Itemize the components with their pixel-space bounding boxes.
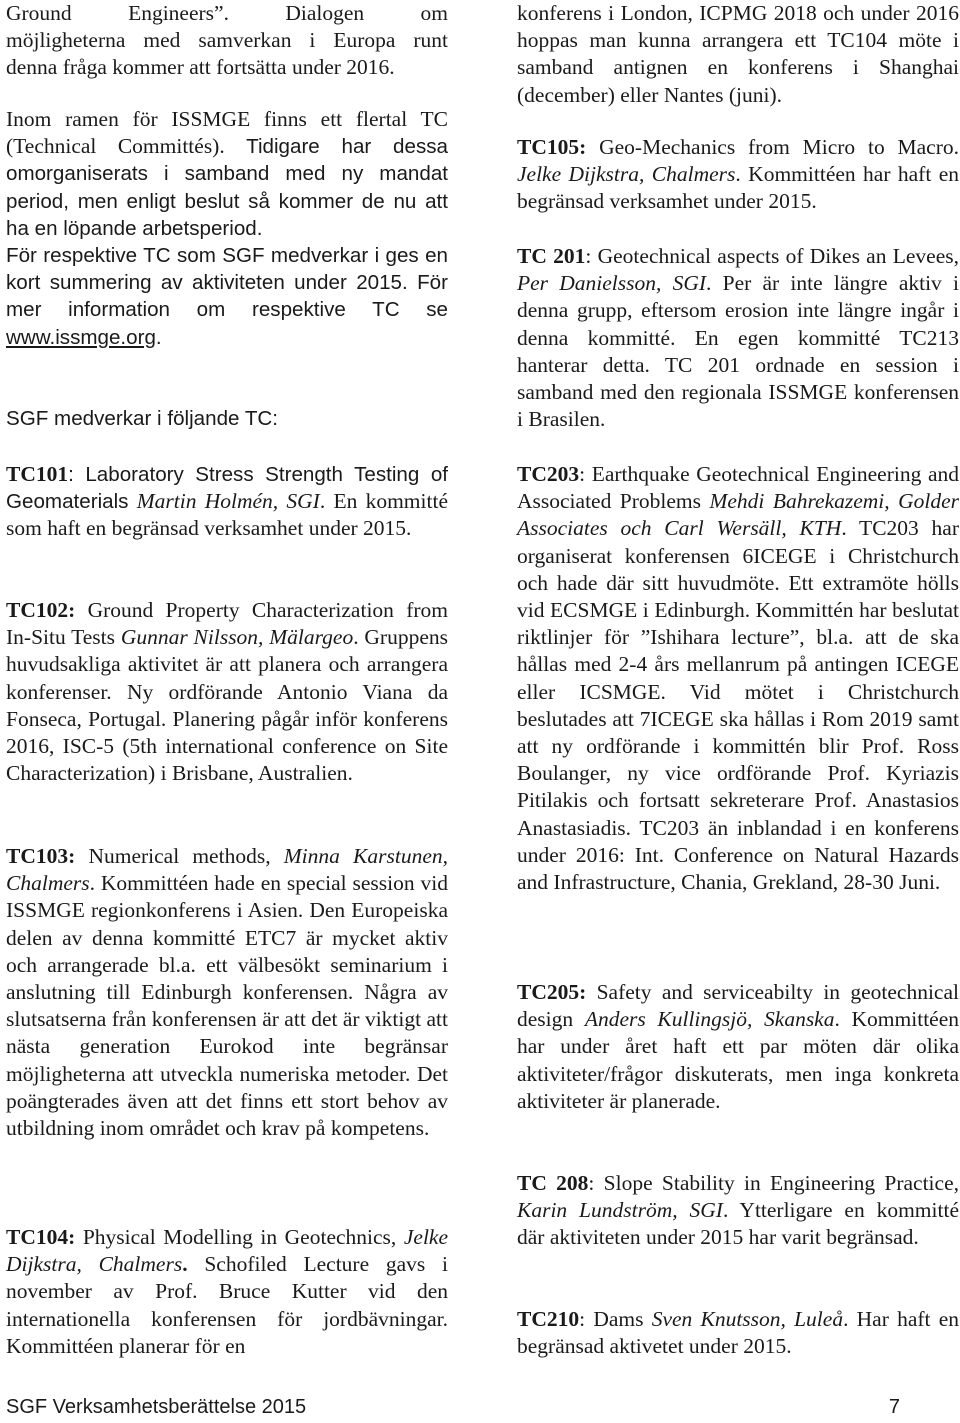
summary-paragraph (6, 242, 448, 351)
tc208-title: Slope Stability in Engineering Practice, (603, 1171, 959, 1195)
tc203-text: . TC203 har organiserat konferensen 6ICEGE i Christchurch och hade där sitt huvudmöte. Ett extramöte hölls vid ECSMGE i Edinburgh. Kommittén har beslutat riktlinjer för ”Ishihara lecture”, bl.a. att de ska hållas med 2-4 års mellanrum på antingen ICEGE eller ICSMGE. Vid mötet i Christchurch beslutades att 7ICEGE ska hållas i Rom 2019 samt att ny ordförande i kommittén blir Prof. Ross Boulanger, ny vice ordförande Prof. Kyriazis Pitilakis och fortsatt sekreterare Prof. Anastasios Anastasiadis. TC203 än inblandad i en konferens under 2016: Int. Conference on Natural Hazards and Infrastructure, Chania, Grekland, 28-30 Juni. (517, 516, 959, 895)
participates-paragraph (6, 405, 448, 432)
intro-line-2: möjligheterna med samverkan i Europa runt (6, 28, 448, 53)
tc101-title: Laboratory Stress Strength Testing of Geomaterials (6, 463, 448, 514)
tc102-code: TC102: (6, 598, 76, 622)
footer-title: SGF Verksamhetsberättelse 2015 (6, 1396, 307, 1418)
tc105-title: Geo-Mechanics from Micro to Macro. (586, 135, 959, 159)
tc-groups-text-2: Tidigare har dessa omorganiserats i samband med ny mandat period, men enligt beslut så kommer de nu att ha en löpande arbetsperiod. (6, 135, 448, 240)
tc101-text: . En kommitté som haft en begränsad verksamhet under 2015. (6, 489, 448, 541)
tc203-sep: : (579, 462, 592, 486)
intro-paragraph (6, 0, 448, 82)
tc205-title: Safety and serviceabilty in geotechnical design (517, 980, 959, 1032)
tc205-person: Anders Kullingsjö, Skanska (584, 1007, 835, 1032)
tc102-paragraph (6, 597, 448, 787)
tc105-text: . Kommittéen har haft en begränsad verksamhet under 2015. (517, 162, 959, 214)
intro-line-3: denna fråga kommer att fortsätta under 2016. (6, 55, 395, 80)
tc101-sep: : (68, 463, 86, 486)
tc201-sep: : (585, 244, 598, 268)
tc-groups-paragraph (6, 106, 448, 242)
tc102-text: . Gruppens huvudsakliga aktivitet är att planera och arrangera konferenser. Ny ordförande Antonio Viana da Fonseca, Portugal. Planering pågår inför konferens 2016, ISC-5 (5th international conference on Site Characterization) i Brisbane, Australien. (6, 625, 449, 786)
tc203-code: TC203 (517, 462, 580, 486)
tc101-person: Martin Holmén, SGI (136, 489, 320, 514)
tc104-continued-paragraph (517, 0, 959, 109)
tc208-person: Karin Lundström, SGI (517, 1198, 723, 1223)
tc208-text: . Ytterligare en kommitté där aktiviteten under 2015 har varit begränsad. (517, 1198, 959, 1250)
tc105-code: TC105: (517, 135, 587, 159)
tc201-text: . Per är inte längre aktiv i denna grupp, eftersom erosion inte längre ingår i denna kommitté. En egen kommitté TC213 hanterar detta. TC 201 ordnade en session i samband med den regionala ISSMGE konferensen i Brasilen. (517, 271, 959, 432)
tc101-paragraph (6, 461, 448, 543)
tc104-code: TC104: (6, 1225, 76, 1249)
tc104-dot: . (182, 1252, 188, 1277)
tc201-person: Per Danielsson, SGI (517, 271, 707, 296)
summary-text: För respektive TC som SGF medverkar i ges en kort summering av aktiviteten under 2015. För mer information om respektive TC se (6, 244, 448, 322)
tc205-code: TC205: (517, 980, 587, 1004)
issmge-link[interactable]: www.issmge.org (6, 325, 156, 349)
participates-text: SGF medverkar i följande TC: (6, 407, 279, 430)
tc102-title: Ground Property Characterization from In-Situ Tests (6, 598, 448, 650)
tc104-continued-text: konferens i London, ICPMG 2018 och under 2016 hoppas man kunna arrangera ett TC104 möte i samband antignen en konferens i Shanghai (december) eller Nantes (juni). (517, 1, 959, 107)
tc104-paragraph (6, 1224, 448, 1360)
tc210-person: Sven Knutsson, Luleå (651, 1307, 844, 1331)
page-number: 7 (888, 1396, 900, 1418)
tc201-paragraph (517, 243, 959, 433)
tc103-paragraph (6, 843, 448, 1142)
tc-groups-text-1: Inom ramen för ISSMGE finns ett flertal TC (Technical Committés). (6, 107, 448, 159)
tc104-text: Schofiled Lecture gavs i november av Prof. Bruce Kutter vid den internationella konferensen för jordbävningar. Kommittéen planerar för en (6, 1252, 448, 1358)
tc103-text: . Kommittéen hade en special session vid ISSMGE regionkonferens i Asien. Den Europeiska delen av denna kommitté ETC7 är mycket aktiv och arrangerade bl.a. ett välbesökt seminarium i anslutning till Edinburgh konferensen. Några av slutsatserna från konferensen är att det är viktigt att nästa generation Eurokod inte begränsar möjligheterna att utveckla numeriska metoder. Det poängterades även att det finns ett stort behov av utbildning inom området och krav på kompetens. (6, 871, 448, 1141)
tc103-person: Minna Karstunen, Chalmers (6, 844, 449, 896)
tc203-paragraph (517, 461, 959, 896)
tc105-paragraph (517, 134, 959, 216)
tc103-code: TC103: (6, 844, 76, 868)
intro-line-1: Ground Engineers”. Dialogen om (6, 1, 448, 25)
page-footer (6, 1396, 900, 1419)
tc103-title: Numerical methods, (75, 844, 271, 868)
tc203-person: Mehdi Bahrekazemi, Golder Associates och Carl Wersäll, KTH (517, 489, 960, 541)
tc205-text: . Kommittéen har under året haft ett par möten där olika aktiviteter/frågor diskuterats, men inga konkreta aktiviteter är planerade. (517, 1007, 960, 1113)
tc104-person: Jelke Dijkstra, Chalmers (6, 1225, 449, 1277)
tc210-paragraph (517, 1306, 959, 1360)
tc210-title: Dams (593, 1307, 644, 1331)
tc101-code: TC101 (6, 462, 69, 486)
tc203-title: Earthquake Geotechnical Engineering and Associated Problems (517, 462, 959, 514)
tc205-paragraph (517, 979, 959, 1115)
tc105-person: Jelke Dijkstra, Chalmers (517, 162, 736, 187)
tc208-paragraph (517, 1170, 959, 1252)
tc201-title: Geotechnical aspects of Dikes an Levees, (597, 244, 959, 268)
tc210-sep: : (579, 1307, 594, 1331)
summary-end: . (155, 325, 162, 349)
tc208-code: TC 208 (517, 1171, 589, 1195)
tc201-code: TC 201 (517, 244, 586, 268)
tc208-sep: : (588, 1171, 604, 1195)
tc210-code: TC210 (517, 1307, 580, 1331)
tc104-title: Physical Modelling in Geotechnics, (75, 1225, 397, 1249)
tc102-person: Gunnar Nilsson, Mälargeo (120, 625, 354, 650)
tc210-text: . Har haft en begränsad aktivetet under 2015. (517, 1307, 960, 1359)
